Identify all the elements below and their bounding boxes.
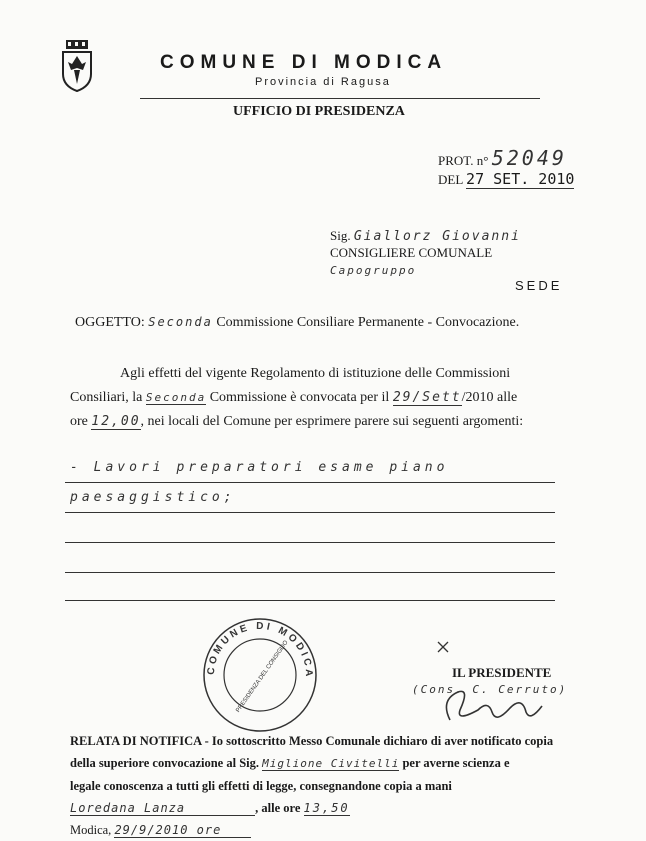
recipient-group: Capogruppo — [330, 264, 417, 277]
sig-label: Sig. — [330, 228, 351, 243]
agenda-rule — [65, 482, 555, 483]
body-paragraph — [70, 362, 560, 434]
agenda-item-2: paesaggistico; — [70, 490, 236, 505]
agenda-rule — [65, 542, 555, 543]
body-text: , nei locali del Comune per esprimere parere sui seguenti argomenti: — [140, 414, 524, 429]
date-label: DEL — [438, 172, 463, 187]
recipient-line — [330, 228, 521, 244]
body-text: Commissione è convocata per il — [209, 390, 390, 405]
commission-hand: Seconda — [145, 391, 207, 404]
relata-sig-name: Miglione Civitelli — [262, 757, 400, 770]
agenda-item-1: - Lavori preparatori esame piano — [70, 460, 449, 475]
agenda-rule — [65, 572, 555, 573]
relata-section — [70, 730, 560, 841]
coat-of-arms-icon — [60, 40, 94, 92]
sede-label: SEDE — [515, 278, 563, 293]
relata-line-1 — [70, 730, 560, 752]
relata-line-4 — [70, 797, 560, 819]
protocol-block — [438, 146, 567, 170]
recipient-name: Giallorz Giovanni — [353, 229, 521, 244]
president-name: (Cons. C. Cerruto) — [412, 683, 568, 696]
page-title: COMUNE DI MODICA — [160, 52, 448, 73]
recipient-role: CONSIGLIERE COMUNALE — [330, 245, 493, 260]
protocol-date — [438, 170, 574, 188]
body-line-1: Agli effetti del vigente Regolamento di istituzione delle Commissioni — [120, 366, 511, 381]
relata-recipient-hand: Loredana Lanza — [70, 801, 255, 816]
relata-place: Modica, — [70, 823, 112, 837]
relata-text: , alle ore — [255, 801, 301, 815]
body-text: ore — [70, 414, 88, 429]
stamp-outer-text: COMUNE DI MODICA — [205, 620, 315, 680]
prot-label: PROT. n° — [438, 153, 489, 168]
relata-text: per averne scienza e — [402, 756, 510, 770]
subject-line — [75, 315, 519, 331]
relata-line-3: legale conoscenza a tutti gli effetti di legge, consegnandone copia a mani — [70, 779, 452, 793]
body-text: Consiliari, la — [70, 390, 143, 405]
body-text: /2010 alle — [461, 390, 518, 405]
relata-text: - Io sottoscritto Messo Comunale dichiaro di aver notificato copia — [201, 734, 554, 748]
prot-number: 52049 — [491, 146, 567, 170]
header-divider — [140, 98, 540, 99]
relata-line-5 — [70, 819, 560, 841]
subject-text: Commissione Consiliare Permanente - Convocazione. — [216, 315, 520, 330]
date-stamp: 27 SET. 2010 — [466, 170, 575, 188]
relata-time-hand: 13,50 — [303, 801, 350, 815]
president-title: IL PRESIDENTE — [452, 665, 552, 680]
province-label: Provincia di Ragusa — [255, 76, 391, 88]
office-name: UFFICIO DI PRESIDENZA — [233, 104, 405, 119]
hour-hand: 12,00 — [91, 414, 141, 429]
relata-line-2 — [70, 752, 560, 775]
president-signature — [430, 640, 560, 730]
date-hand: 29/Sett — [392, 390, 462, 405]
subject-label: OGGETTO: — [75, 315, 145, 330]
stamp-inner-text: PRESIDENZA DEL CONSIGLIO — [235, 639, 290, 714]
body-line-3 — [70, 410, 560, 434]
relata-heading: RELATA DI NOTIFICA — [70, 734, 202, 748]
relata-date-hand: 29/9/2010 ore — [114, 823, 251, 838]
relata-text: della superiore convocazione al Sig. — [70, 756, 259, 770]
subject-handwritten: Seconda — [148, 315, 213, 329]
agenda-rule — [65, 512, 555, 513]
agenda-rule — [65, 600, 555, 601]
body-line-2 — [70, 386, 560, 410]
official-stamp — [200, 615, 320, 735]
svg-text:COMUNE DI MODICA — [206, 621, 314, 680]
